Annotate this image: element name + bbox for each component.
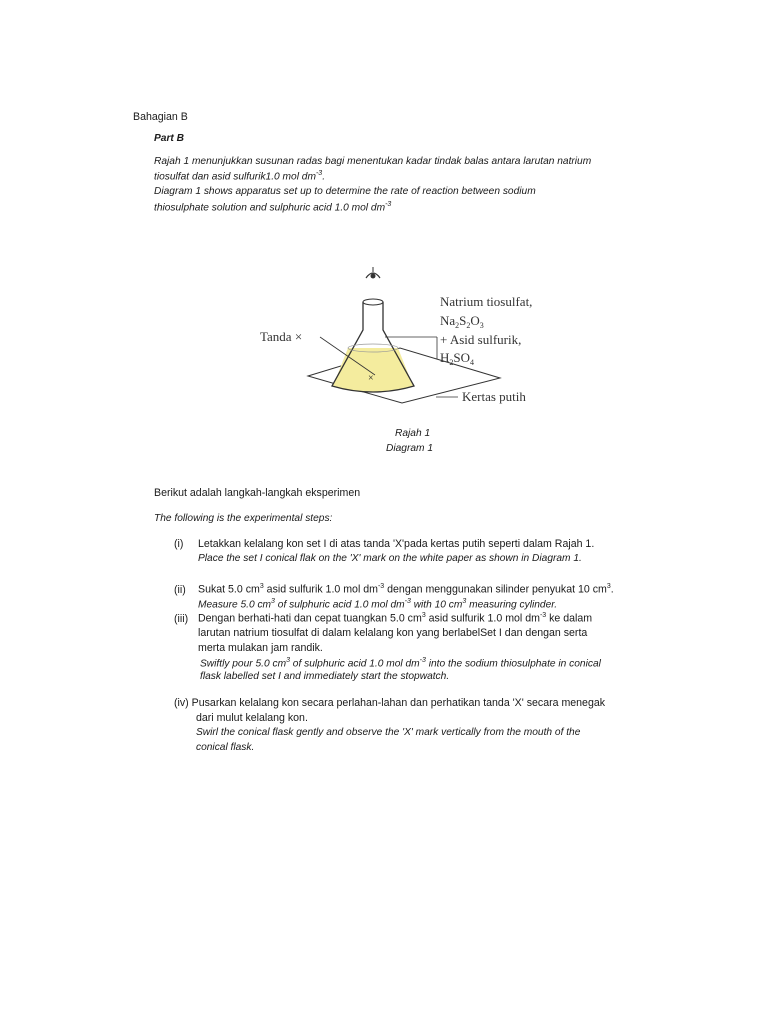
label-formula-na2s2o3: $Na_2S_2O_3$ [440,313,484,330]
step-2-en: Measure 5.0 $cm^3$ of sulphuric acid 1.0 mol $dm^{-3}$ with 10 $cm^3$ measuring cylinder. [198,598,558,611]
steps-intro-en: The following is the experimental steps: [154,513,333,524]
steps-intro-ms: Berikut adalah langkah-langkah eksperimen [154,487,361,499]
step-4-en-line1: Swirl the conical flask gently and observe the 'X' mark vertically from the mouth of the [196,727,581,738]
label-natrium: Natrium tiosulfat, [440,294,533,309]
intro-ms-line1: Rajah 1 menunjukkan susunan radas bagi menentukan kadar tindak balas antara larutan natrium [154,156,592,167]
apparatus-diagram [250,258,570,418]
eye-icon [366,267,380,279]
step-3-ms-line2: larutan natrium tiosulfat di dalam kelalang kon yang berlabelSet I dan dengan serta [198,627,588,639]
x-mark: × [368,373,374,384]
section-title-en: Part B [154,133,185,144]
label-formula-h2so4: $H_2SO_4$ [440,350,475,367]
flask-mouth [363,299,383,305]
intro-en-line1: Diagram 1 shows apparatus set up to determine the rate of reaction between sodium [154,186,536,197]
label-asid: + Asid sulfurik, [440,332,522,347]
label-kertas: Kertas putih [462,389,526,404]
step-2-ms: (ii) Sukat 5.0 $cm^3$ asid sulfurik 1.0 mol $dm^{-3}$ dengan menggunakan silinder penyukat 10 $cm^3$. [174,583,614,596]
step-4-en-line2: conical flask. [196,742,255,753]
step-1-en: Place the set I conical flak on the 'X' mark on the white paper as shown in Diagram 1. [198,553,582,564]
step-3-en-line1: Swiftly pour 5.0 $cm^3$ of sulphuric acid 1.0 mol $dm^{-3}$ into the sodium thiosulphate in conical [200,657,601,670]
caption-en: Diagram 1 [386,443,433,454]
intro-ms-line2: tiosulfat dan asid sulfurik1.0 mol $dm^{-3}$. [154,170,326,183]
step-4-ms-line1: (iv) Pusarkan kelalang kon secara perlahan-lahan dan perhatikan tanda 'X' secara menegak [174,697,606,709]
step-3-ms-line3: merta mulakan jam randik. [198,642,323,654]
intro-en-line2: thiosulphate solution and sulphuric acid 1.0 mol $dm^{-3}$ [154,201,392,214]
step-3-ms-line1: (iii) Dengan berhati-hati dan cepat tuangkan 5.0 $cm^3$ asid sulfurik 1.0 mol $dm^{-3}$ ke dalam [174,612,593,625]
step-3-en-line2: flask labelled set I and immediately start the stopwatch. [200,671,450,682]
caption-ms: Rajah 1 [395,428,431,439]
section-title-ms: Bahagian B [133,111,188,123]
step-4-ms-line2: dari mulut kelalang kon. [196,712,308,724]
label-tanda: Tanda × [260,329,303,344]
step-1-ms: (i) Letakkan kelalang kon set I di atas tanda 'X'pada kertas putih seperti dalam Rajah 1. [174,538,595,550]
